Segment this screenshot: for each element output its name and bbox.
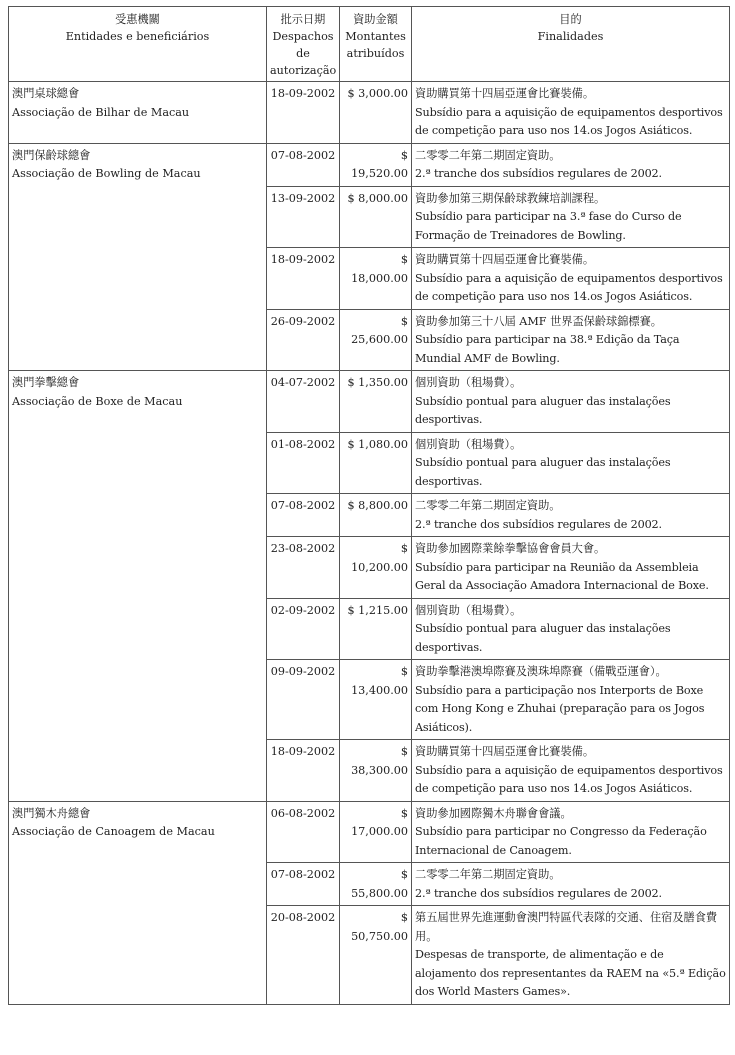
purpose-zh: 個別資助（租場費）。 bbox=[415, 437, 522, 451]
purpose-zh: 個別資助（租場費）。 bbox=[415, 376, 522, 389]
table-row bbox=[9, 801, 730, 863]
date-cell: 09-09-2002 bbox=[267, 660, 340, 740]
purpose-zh: 二零零二年第二期固定資助。 bbox=[415, 148, 561, 162]
entity-cell bbox=[9, 801, 267, 1004]
amount-cell: $ 1,350.00 bbox=[340, 371, 412, 433]
entity-cell bbox=[9, 371, 267, 802]
purpose-zh: 資助參加第三期保齡球教練培訓課程。 bbox=[415, 191, 606, 205]
amount-cell: $ 50,750.00 bbox=[340, 906, 412, 1005]
purpose-pt: Subsídio pontual para aluguer das instalações desportivas. bbox=[415, 622, 671, 654]
entity-name-pt: Associação de Canoagem de Macau bbox=[12, 825, 215, 838]
entity-name-zh: 澳門保齡球總會 bbox=[12, 148, 91, 162]
purpose-cell bbox=[412, 186, 730, 248]
purpose-pt: Despesas de transporte, de alimentação e de alojamento dos representantes da RAEM na «5.ª Edição dos World Masters Games». bbox=[415, 948, 726, 998]
purpose-pt: 2.ª tranche dos subsídios regulares de 2002. bbox=[415, 167, 662, 180]
purpose-cell bbox=[412, 248, 730, 310]
header-date: 批示日期 Despachos de autorização bbox=[267, 7, 340, 82]
purpose-pt: 2.ª tranche dos subsídios regulares de 2002. bbox=[415, 886, 662, 900]
purpose-cell bbox=[412, 494, 730, 537]
amount-cell: $ 19,520.00 bbox=[340, 143, 412, 186]
table-row bbox=[9, 82, 730, 144]
entity-cell bbox=[9, 143, 267, 371]
purpose-pt: Subsídio para participar na 38.ª Edição da Taça Mundial AMF de Bowling. bbox=[415, 333, 680, 365]
purpose-pt: Subsídio para a participação nos Interports de Boxe com Hong Kong e Zhuhai (preparação para os Jogos Asiáticos). bbox=[415, 683, 705, 734]
amount-cell: $ 1,215.00 bbox=[340, 598, 412, 660]
date-cell: 02-09-2002 bbox=[267, 598, 340, 660]
entity-name-zh: 澳門桌球總會 bbox=[12, 87, 80, 100]
purpose-pt: Subsídio para participar na 3.ª fase do Curso de Formação de Treinadores de Bowling. bbox=[415, 210, 682, 242]
purpose-cell bbox=[412, 801, 730, 863]
purpose-pt: Subsídio para a aquisição de equipamentos desportivos de competição para uso nos 14.os Jogos Asiáticos. bbox=[415, 271, 723, 303]
entity-cell bbox=[9, 82, 267, 144]
purpose-zh: 資助購買第十四屆亞運會比賽裝備。 bbox=[415, 87, 595, 100]
purpose-cell bbox=[412, 143, 730, 186]
purpose-cell bbox=[412, 863, 730, 906]
purpose-cell bbox=[412, 82, 730, 144]
amount-cell: $ 25,600.00 bbox=[340, 309, 412, 371]
purpose-zh: 資助參加國際業餘拳擊協會會員大會。 bbox=[415, 542, 606, 555]
purpose-zh: 資助拳擊港澳埠際賽及澳珠埠際賽（備戰亞運會）。 bbox=[415, 665, 667, 678]
header-entity: 受惠機關 Entidades e beneficiários bbox=[9, 7, 267, 82]
amount-cell: $ 17,000.00 bbox=[340, 801, 412, 863]
date-cell: 18-09-2002 bbox=[267, 740, 340, 802]
date-cell: 18-09-2002 bbox=[267, 82, 340, 144]
entity-name-zh: 澳門獨木舟總會 bbox=[12, 806, 91, 820]
amount-cell: $ 8,000.00 bbox=[340, 186, 412, 248]
amount-cell: $ 38,300.00 bbox=[340, 740, 412, 802]
purpose-pt: Subsídio para a aquisição de equipamentos desportivos de competição para uso nos 14.os Jogos Asiáticos. bbox=[415, 105, 723, 137]
entity-name-pt: Associação de Bilhar de Macau bbox=[12, 105, 190, 119]
date-cell: 13-09-2002 bbox=[267, 186, 340, 248]
date-cell: 07-08-2002 bbox=[267, 494, 340, 537]
header-amount: 資助金額 Montantes atribuídos bbox=[340, 7, 412, 82]
amount-cell: $ 3,000.00 bbox=[340, 82, 412, 144]
purpose-cell bbox=[412, 309, 730, 371]
amount-cell: $ 18,000.00 bbox=[340, 248, 412, 310]
date-cell: 23-08-2002 bbox=[267, 537, 340, 599]
purpose-cell bbox=[412, 660, 730, 740]
purpose-zh: 資助購買第十四屆亞運會比賽裝備。 bbox=[415, 745, 595, 758]
table-row bbox=[9, 143, 730, 186]
amount-cell: $ 8,800.00 bbox=[340, 494, 412, 537]
purpose-pt: Subsídio para a aquisição de equipamentos desportivos de competição para uso nos 14.os Jogos Asiáticos. bbox=[415, 763, 723, 795]
purpose-zh: 資助參加第三十八屆 AMF 世界盃保齡球錦標賽。 bbox=[415, 314, 662, 328]
purpose-zh: 二零零二年第二期固定資助。 bbox=[415, 499, 561, 512]
date-cell: 26-09-2002 bbox=[267, 309, 340, 371]
header-purpose: 目的 Finalidades bbox=[412, 7, 730, 82]
purpose-pt: Subsídio pontual para aluguer das instalações desportivas. bbox=[415, 456, 671, 488]
purpose-zh: 個別資助（租場費）。 bbox=[415, 603, 522, 617]
purpose-pt: Subsídio para participar na Reunião da Assembleia Geral da Associação Amadora Internacional de Boxe. bbox=[415, 560, 709, 592]
purpose-zh: 第五屆世界先進運動會澳門特區代表隊的交通、住宿及膳食費用。 bbox=[415, 911, 718, 943]
table-row bbox=[9, 371, 730, 433]
header-row bbox=[9, 7, 730, 82]
purpose-cell bbox=[412, 598, 730, 660]
purpose-cell bbox=[412, 432, 730, 494]
date-cell: 20-08-2002 bbox=[267, 906, 340, 1005]
purpose-cell bbox=[412, 371, 730, 433]
purpose-cell bbox=[412, 537, 730, 599]
date-cell: 01-08-2002 bbox=[267, 432, 340, 494]
purpose-cell bbox=[412, 740, 730, 802]
entity-name-zh: 澳門拳擊總會 bbox=[12, 376, 80, 389]
date-cell: 18-09-2002 bbox=[267, 248, 340, 310]
purpose-cell bbox=[412, 906, 730, 1005]
date-cell: 04-07-2002 bbox=[267, 371, 340, 433]
date-cell: 07-08-2002 bbox=[267, 143, 340, 186]
date-cell: 06-08-2002 bbox=[267, 801, 340, 863]
date-cell: 07-08-2002 bbox=[267, 863, 340, 906]
entity-name-pt: Associação de Boxe de Macau bbox=[12, 394, 183, 408]
purpose-zh: 資助參加國際獨木舟聯會會議。 bbox=[415, 806, 572, 820]
purpose-pt: Subsídio para participar no Congresso da Federação Internacional de Canoagem. bbox=[415, 825, 707, 857]
purpose-zh: 資助購買第十四屆亞運會比賽裝備。 bbox=[415, 253, 595, 266]
amount-cell: $ 55,800.00 bbox=[340, 863, 412, 906]
purpose-pt: Subsídio pontual para aluguer das instalações desportivas. bbox=[415, 394, 671, 426]
amount-cell: $ 1,080.00 bbox=[340, 432, 412, 494]
subsidies-table bbox=[8, 6, 730, 1005]
amount-cell: $ 13,400.00 bbox=[340, 660, 412, 740]
entity-name-pt: Associação de Bowling de Macau bbox=[12, 167, 201, 180]
purpose-pt: 2.ª tranche dos subsídios regulares de 2002. bbox=[415, 517, 662, 531]
purpose-zh: 二零零二年第二期固定資助。 bbox=[415, 868, 561, 881]
amount-cell: $ 10,200.00 bbox=[340, 537, 412, 599]
